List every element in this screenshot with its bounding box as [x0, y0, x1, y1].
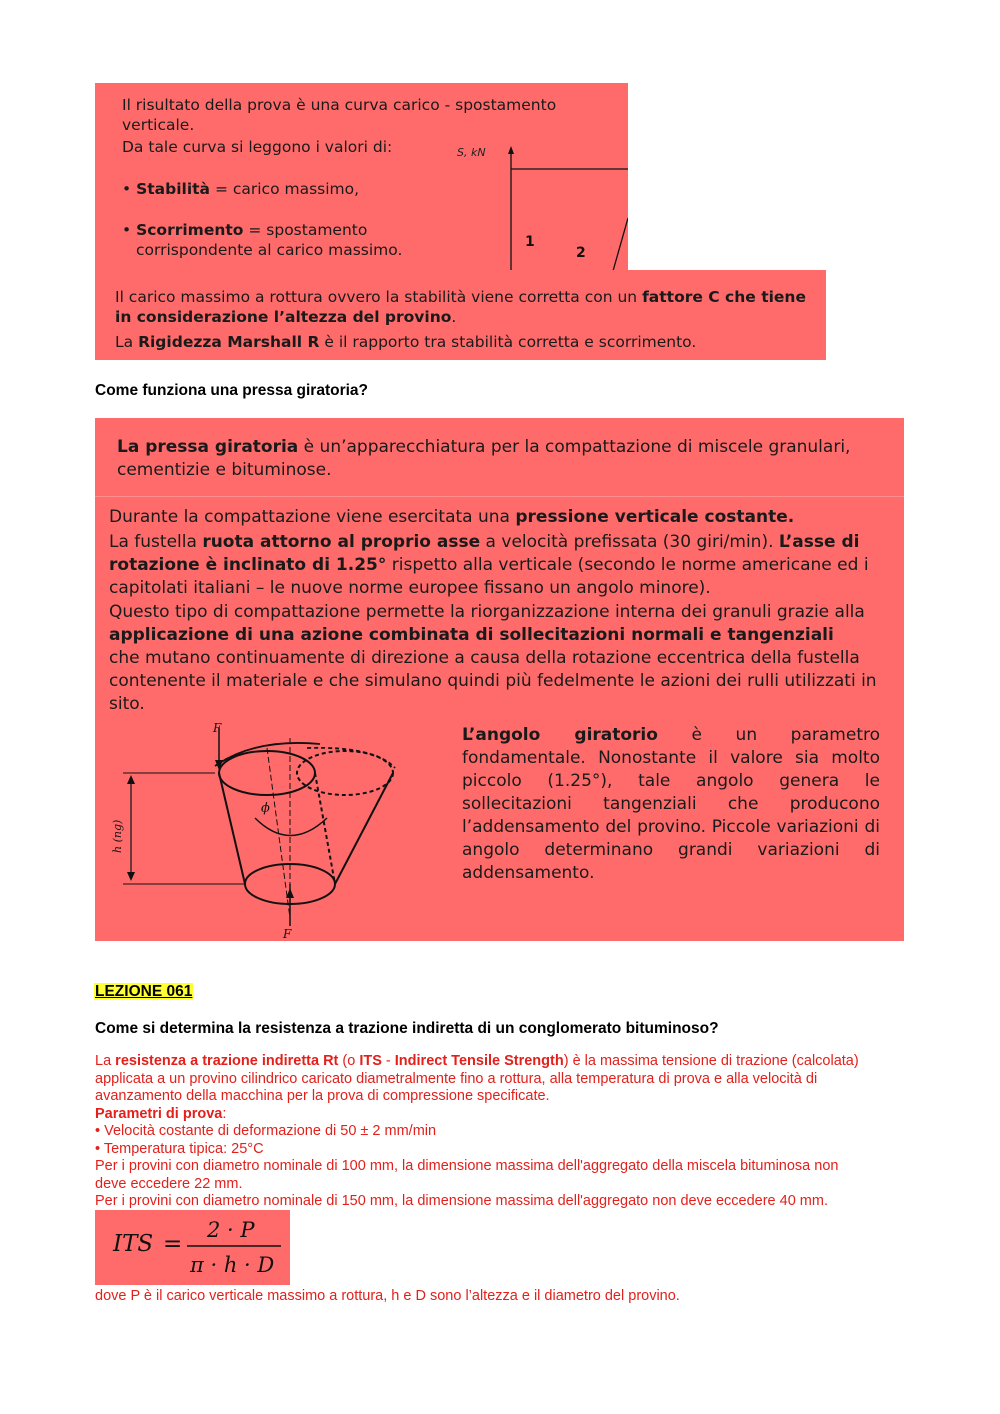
body-line: avanzamento della macchina per la prova di compressione specificate.: [95, 1088, 550, 1104]
angle-label: ϕ: [261, 801, 270, 816]
body-line: applicata a un provino cilindrico caricato diametralmente fino a rottura, alla temperatura di prova e alla velocità di: [95, 1070, 818, 1087]
body-line: deve eccedere 22 mm.: [95, 1175, 243, 1192]
chart-label-1: 1: [525, 234, 535, 250]
text-bold: Rigidezza Marshall R: [138, 333, 320, 351]
intro-text: [117, 436, 887, 482]
params-heading: [95, 1106, 975, 1124]
its-formula: [95, 1210, 290, 1285]
bullet-marker: •: [122, 180, 137, 198]
bullet-term: Stabilità: [136, 180, 211, 198]
panel-line: Il risultato della prova è una curva carico - spostamento verticale.: [122, 96, 557, 134]
angle-arc: [255, 818, 327, 836]
formula-denominator: π · h · D: [190, 1253, 275, 1277]
formula-legend: dove P è il carico verticale massimo a rottura, h e D sono l’altezza e il diametro del provino.: [95, 1288, 680, 1304]
gyratory-diagram: [95, 718, 435, 941]
text-bold: applicazione di una azione combinata di sollecitazioni normali e tangenziali: [109, 625, 834, 645]
text-run: è il rapporto tra stabilità corretta e scorrimento.: [319, 333, 697, 351]
force-label-bottom: F: [283, 927, 292, 941]
bullet-text: = spostamento: [243, 221, 368, 239]
paragraph: [109, 506, 794, 529]
text-run: è un parametro: [691, 725, 880, 745]
chart-label-2: 2: [576, 245, 586, 261]
text-run: fondamentale. Nonostante il valore sia molto: [462, 748, 880, 768]
text-bold: fattore C che tiene: [642, 288, 806, 306]
text-run: piccolo (1.25°), tale angolo genera le: [462, 771, 880, 791]
load-displacement-chart: [445, 138, 628, 271]
text-bold: ruota attorno al proprio asse: [202, 532, 481, 552]
top-ellipse: [219, 751, 315, 795]
paragraph: [109, 601, 899, 716]
gyratory-press-panel: [95, 418, 904, 941]
text-bold: ITS: [359, 1053, 382, 1069]
text-run: a velocità prefissata (30 giri/min).: [480, 532, 779, 552]
text-run: Il carico massimo a rottura ovvero la stabilità viene corretta con un: [115, 288, 643, 306]
param-bullet: • Temperatura tipica: 25°C: [95, 1140, 264, 1157]
text-run: l’addensamento del provino. Piccole variazioni di: [462, 817, 880, 837]
bullet-term: Scorrimento: [136, 221, 244, 239]
paragraph: [109, 531, 899, 600]
text-run: angolo determinano grandi variazioni di: [462, 840, 880, 860]
text-run: La: [115, 333, 139, 351]
cone-edge: [219, 773, 245, 884]
dimension-arrow: [127, 872, 135, 881]
bullet-stability: [122, 179, 359, 199]
text-run: ) è la massima tensione di trazione (calcolata): [563, 1053, 859, 1069]
its-description: [95, 1053, 975, 1211]
text-run: (o: [338, 1053, 360, 1069]
chart-axis-arrow: [508, 146, 514, 154]
text-run: rispetto alla verticale (secondo le norme americane ed i: [386, 555, 869, 575]
text-run: sollecitazioni tangenziali che producono: [462, 794, 880, 814]
section-divider: [95, 496, 904, 497]
body-line: Per i provini con diametro nominale di 100 mm, la dimensione massima dell'aggregato della miscela bituminosa non: [95, 1158, 839, 1174]
correction-text: [115, 287, 815, 327]
text-run: addensamento.: [462, 863, 595, 883]
cone-edge: [335, 773, 393, 884]
marshall-result-panel: [95, 83, 628, 271]
bullet-text: = carico massimo,: [210, 180, 360, 198]
text-run: capitolati italiani – le nuove norme europee fissano un angolo minore).: [109, 578, 711, 598]
bullet-text: corrispondente al carico massimo.: [136, 241, 403, 259]
marshall-correction-panel: [95, 270, 826, 360]
question-heading: Come funziona una pressa giratoria?: [95, 382, 369, 399]
text-run: cementizie e bituminose.: [117, 460, 332, 480]
lesson-tag: [94, 983, 193, 1001]
chart-curve: [613, 218, 628, 271]
text-run: contenente il materiale e che simulano quindi più fedelmente le azioni dei rulli utilizzati in: [109, 671, 877, 691]
text-run: -: [381, 1053, 395, 1069]
body-line: [95, 1053, 975, 1071]
text-bold: pressione verticale costante.: [515, 507, 795, 527]
force-label-top: F: [213, 721, 222, 735]
chart-axis-label: S, kN: [457, 146, 486, 159]
text-run: sito.: [109, 694, 145, 714]
text-bold: rotazione è inclinato di 1.25°: [109, 555, 387, 575]
text-run: La fustella: [109, 532, 203, 552]
text-run: La: [95, 1053, 116, 1069]
angle-description: [462, 724, 880, 885]
text-bold: L’asse di: [778, 532, 860, 552]
param-bullet: • Velocità costante di deformazione di 50 ± 2 mm/min: [95, 1123, 437, 1139]
bullet-slip: [122, 220, 402, 260]
text-bold: Indirect Tensile Strength: [394, 1053, 564, 1069]
formula-eq: =: [163, 1231, 183, 1257]
question-heading: Come si determina la resistenza a trazione indiretta di un conglomerato bituminoso?: [95, 1020, 719, 1037]
text-bold: in considerazione l’altezza del provino: [115, 308, 452, 326]
dimension-arrow: [127, 775, 135, 784]
text-bold: resistenza a trazione indiretta Rt: [115, 1053, 339, 1069]
text-run: è un’apparecchiatura per la compattazione di miscele granulari,: [298, 437, 851, 457]
text-run: che mutano continuamente di direzione a causa della rotazione eccentrica della fustella: [109, 648, 860, 668]
force-bottom-arrow: [286, 888, 294, 898]
text-run: :: [222, 1105, 227, 1122]
text-bold: Parametri di prova: [95, 1105, 223, 1122]
lesson-title: LEZIONE 061: [95, 983, 193, 1000]
text-run: Durante la compattazione viene esercitata una: [109, 507, 516, 527]
bullet-marker: •: [122, 221, 137, 239]
body-line: Per i provini con diametro nominale di 150 mm, la dimensione massima dell'aggregato non deve eccedere 40 mm.: [95, 1193, 828, 1209]
panel-line: Da tale curva si leggono i valori di:: [122, 138, 393, 156]
formula-numerator: 2 · P: [207, 1218, 255, 1242]
text-bold: La pressa giratoria: [117, 437, 299, 457]
formula-lhs: ITS: [113, 1231, 154, 1257]
text-run: Questo tipo di compattazione permette la riorganizzazione interna dei granuli grazie alla: [109, 602, 865, 622]
height-label: h (ng): [111, 819, 124, 853]
stiffness-text: [115, 332, 696, 352]
text-run: .: [451, 308, 457, 326]
formula-graphic: [95, 1210, 290, 1285]
text-bold: L’angolo giratorio: [462, 725, 658, 745]
